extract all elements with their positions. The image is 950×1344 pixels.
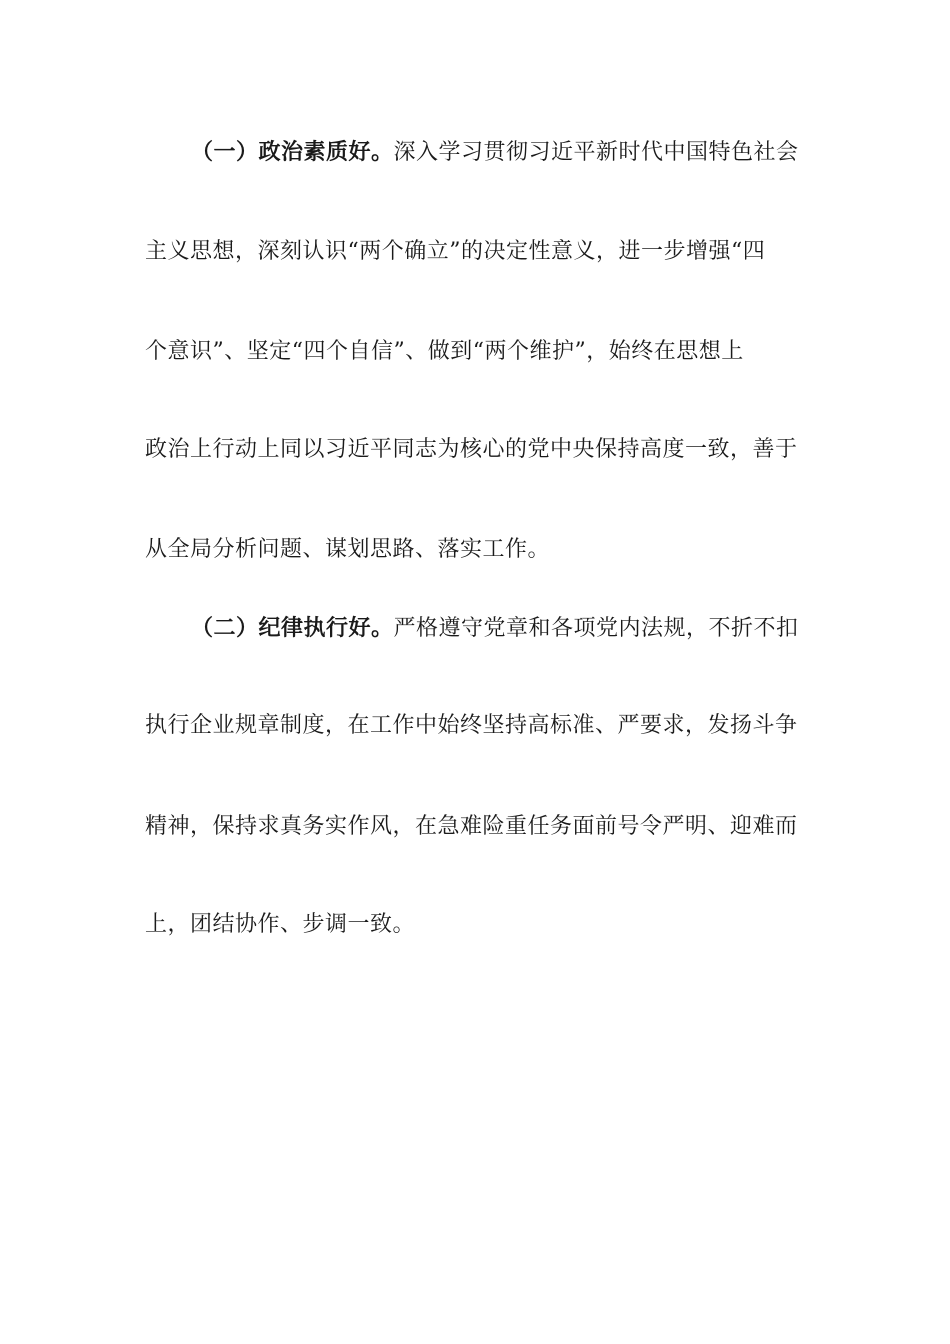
paragraph-2-line-4: 上，团结协作、步调一致。 bbox=[145, 912, 416, 937]
section-1-heading: （一）政治素质好。 bbox=[191, 139, 394, 165]
section-2-text: 严格遵守党章和各项党内法规，不折不扣 bbox=[393, 616, 799, 641]
paragraph-1-line-2: 主义思想，深刻认识“两个确立”的决定性意义，进一步增强“四 bbox=[145, 239, 766, 264]
paragraph-2-line-3: 精神，保持求真务实作风，在急难险重任务面前号令严明、迎难而 bbox=[145, 814, 798, 839]
section-2-heading: （二）纪律执行好。 bbox=[191, 615, 394, 641]
section-1-text: 深入学习贯彻习近平新时代中国特色社会 bbox=[393, 140, 799, 165]
paragraph-1-line-5: 从全局分析问题、谋划思路、落实工作。 bbox=[145, 537, 551, 562]
paragraph-2-line-1 bbox=[191, 608, 799, 648]
paragraph-1-line-4: 政治上行动上同以习近平同志为核心的党中央保持高度一致，善于 bbox=[145, 437, 798, 462]
paragraph-2-line-2: 执行企业规章制度，在工作中始终坚持高标准、严要求，发扬斗争 bbox=[145, 713, 798, 738]
paragraph-1-line-3: 个意识”、坚定“四个自信”、做到“两个维护”，始终在思想上 bbox=[145, 339, 744, 364]
paragraph-1-line-1 bbox=[191, 132, 799, 172]
